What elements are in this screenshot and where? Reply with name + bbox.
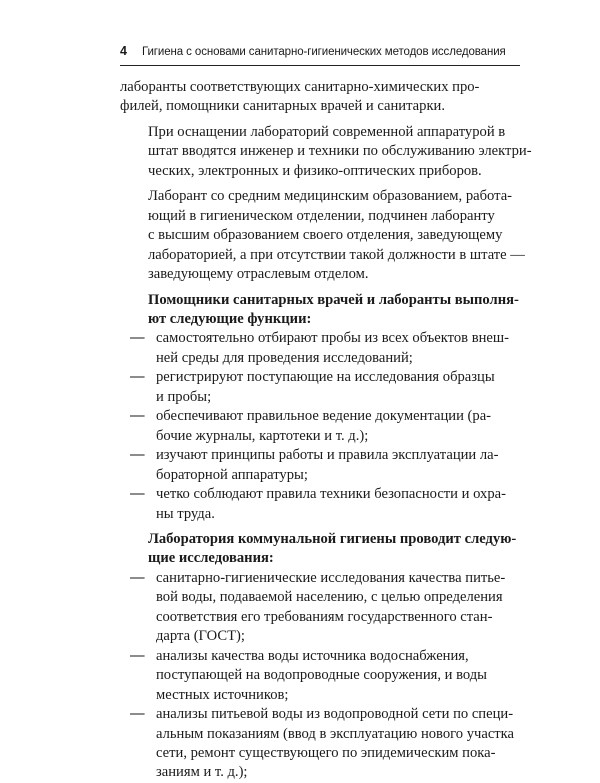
text-line: соответствия его требованиям государственного стан-: [156, 608, 493, 625]
text-line: бораторной аппаратуры;: [156, 466, 308, 483]
body-text: [120, 78, 532, 783]
heading-line: ют следующие функции:: [148, 310, 312, 327]
running-header: [120, 44, 520, 58]
text-line: ческих, электронных и физико-оптических приборов.: [148, 162, 482, 179]
text-line: изучают принципы работы и правила эксплуатации ла-: [156, 447, 499, 464]
list-item: [120, 368, 518, 407]
text-line: вой воды, подаваемой населению, с целью определения: [156, 589, 503, 606]
dash-bullet: —: [130, 486, 145, 503]
text-line: При оснащении лабораторий современной аппаратурой в: [148, 123, 506, 140]
heading-line: Помощники санитарных врачей и лаборанты выполня-: [148, 291, 519, 308]
heading-line: щие исследования:: [148, 550, 274, 567]
research-list: [120, 569, 518, 783]
list-item: [120, 705, 518, 783]
text-line: анализы качества воды источника водоснабжения,: [156, 647, 469, 664]
text-line: альным показаниям (ввод в эксплуатацию нового участка: [156, 725, 515, 742]
text-line: с высшим образованием своего отделения, заведующему: [148, 227, 503, 244]
dash-bullet: —: [130, 330, 145, 347]
text-line: лаборанты соответствующих санитарно-химических про-: [120, 79, 480, 95]
text-line: ющий в гигиеническом отделении, подчинен лаборанту: [148, 207, 495, 224]
text-line: Лаборант со средним медицинским образованием, работа-: [148, 188, 513, 205]
text-line: самостоятельно отбирают пробы из всех объектов внеш-: [156, 330, 509, 347]
list-item: [120, 407, 518, 446]
text-line: санитарно-гигиенические исследования качества питье-: [156, 569, 506, 586]
text-line: и пробы;: [156, 388, 212, 405]
text-line: ней среды для проведения исследований;: [156, 349, 413, 366]
text-line: сети, ремонт существующего по эпидемическим пока-: [156, 744, 496, 761]
text-line: местных источников;: [156, 686, 289, 703]
list-item: [120, 485, 518, 524]
dash-bullet: —: [130, 408, 145, 425]
dash-bullet: —: [130, 447, 145, 464]
heading-line: Лаборатория коммунальной гигиены проводит следую-: [148, 530, 517, 547]
paragraph-subordination: [120, 187, 525, 284]
dash-bullet: —: [130, 706, 145, 723]
text-line: заниям и т. д.);: [156, 764, 248, 781]
section-heading-functions: [120, 291, 518, 330]
paragraph-equipment: [120, 123, 532, 181]
paragraph-staff: [120, 78, 518, 117]
page-number: 4: [120, 44, 127, 58]
dash-bullet: —: [130, 369, 145, 386]
text-line: штат вводятся инженер и техники по обслуживанию электри-: [148, 143, 532, 160]
list-item: [120, 647, 518, 705]
text-line: регистрируют поступающие на исследования образцы: [156, 369, 495, 386]
text-line: поступающей на водопроводные сооружения, и воды: [156, 667, 487, 684]
text-line: лабораторией, а при отсутствии такой должности в штате —: [148, 246, 525, 263]
text-line: обеспечивают правильное ведение документации (ра-: [156, 408, 492, 425]
text-line: дарта (ГОСТ);: [156, 628, 245, 645]
text-line: филей, помощники санитарных врачей и санитарки.: [120, 98, 445, 115]
dash-bullet: —: [130, 647, 145, 664]
list-item: [120, 446, 518, 485]
text-line: анализы питьевой воды из водопроводной сети по специ-: [156, 706, 514, 723]
section-heading-research: [120, 530, 518, 569]
list-item: [120, 329, 518, 368]
dash-bullet: —: [130, 569, 145, 586]
text-line: заведующему отраслевым отделом.: [148, 266, 369, 283]
functions-list: [120, 329, 518, 524]
text-line: четко соблюдают правила техники безопасности и охра-: [156, 486, 506, 503]
text-line: ны труда.: [156, 505, 215, 522]
running-title: Гигиена с основами санитарно-гигиенических методов исследования: [142, 46, 506, 58]
text-line: бочие журналы, картотеки и т. д.);: [156, 427, 369, 444]
list-item: [120, 569, 518, 647]
header-rule: [120, 65, 520, 66]
